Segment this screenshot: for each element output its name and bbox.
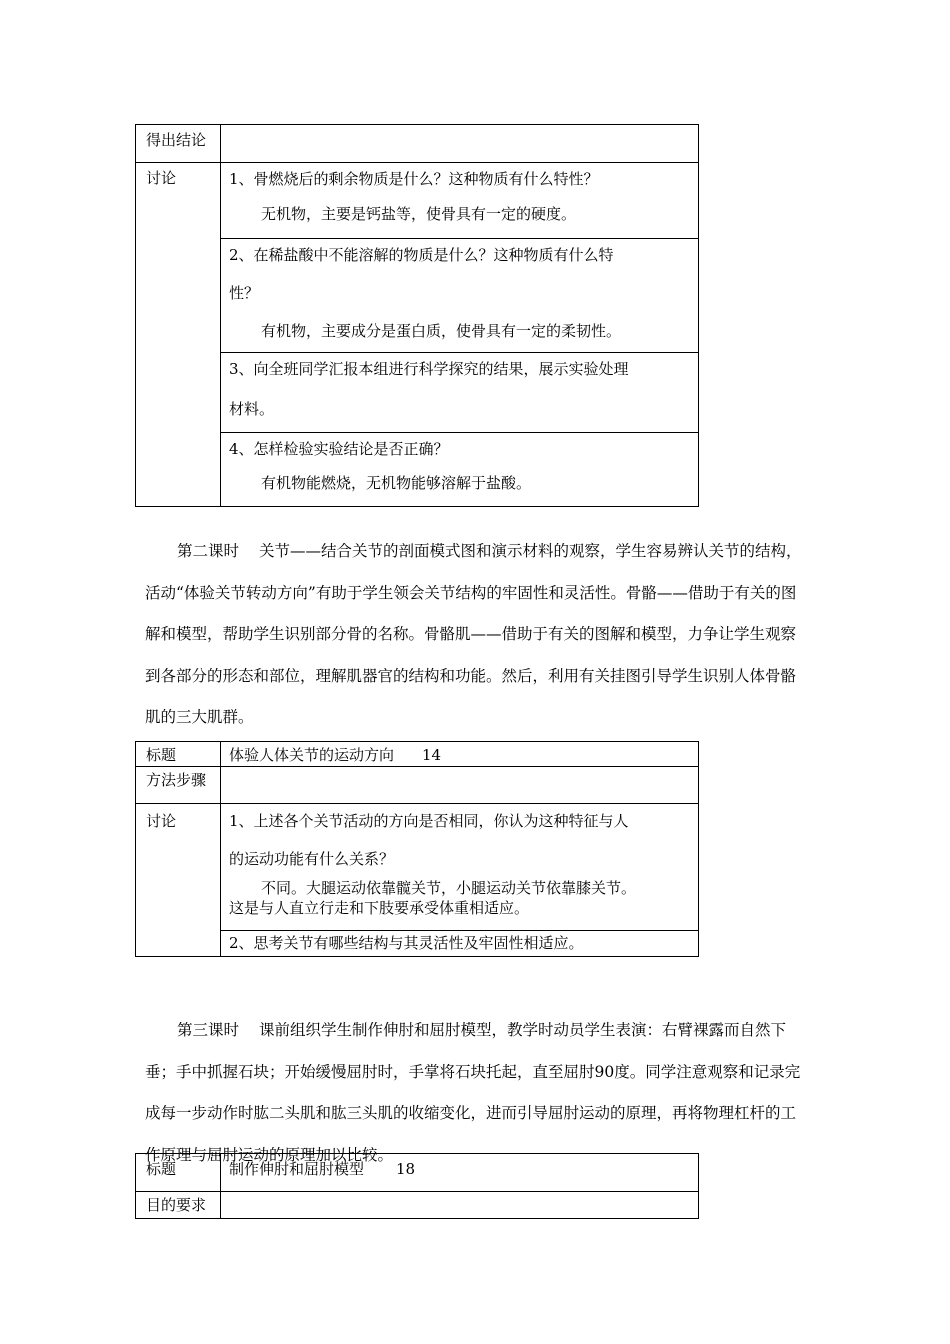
discussion-label: 讨论 — [136, 163, 221, 507]
method-label: 方法步骤 — [136, 767, 221, 804]
discussion-label: 讨论 — [136, 804, 221, 957]
discussion-question: 4、怎样检验实验结论是否正确？ — [229, 440, 449, 458]
lesson3-text: 课前组织学生制作伸肘和屈肘模型，教学时动员学生表演：右臂裸露而自然下垂；手中抓握石块；开始缓慢屈肘时，手掌将石块托起，直至屈肘90度。同学注意观察和记录完成每一步动作时肱二头肌和肱三头肌的收缩变化，进而引导屈肘运动的原理，再将物理杠杆的工作原理与屈肘运动的原理加以比较。 — [145, 1021, 801, 1164]
discussion-item — [221, 239, 699, 353]
title-label: 标题 — [136, 1154, 221, 1192]
table-joint-movement — [135, 741, 699, 957]
discussion-question: 2、在稀盐酸中不能溶解的物质是什么？这种物质有什么特 — [229, 246, 614, 264]
discussion-question: 2、思考关节有哪些结构与其灵活性及牢固性相适应。 — [229, 934, 584, 952]
lesson3-lead: 第三课时 — [177, 1021, 240, 1039]
goal-value — [221, 1192, 699, 1219]
title-label: 标题 — [136, 742, 221, 767]
title-value: 制作伸肘和屈肘模型 — [229, 1160, 365, 1178]
title-value: 体验人体关节的运动方向 — [229, 746, 395, 764]
table-elbow-model — [135, 1153, 699, 1219]
lesson2-paragraph — [145, 531, 810, 739]
method-value — [221, 767, 699, 804]
discussion-item — [221, 433, 699, 507]
table-experiment-conclusion — [135, 124, 699, 507]
discussion-question-cont: 性？ — [229, 284, 260, 302]
discussion-answer: 不同。大腿运动依靠髋关节，小腿运动关节依靠膝关节。 — [261, 879, 637, 897]
title-number: 18 — [396, 1160, 416, 1178]
discussion-item — [221, 931, 699, 957]
discussion-item — [221, 353, 699, 433]
title-cell — [221, 742, 699, 767]
discussion-question: 1、上述各个关节活动的方向是否相同，你认为这种特征与人 — [229, 812, 629, 830]
discussion-answer: 无机物，主要是钙盐等，使骨具有一定的硬度。 — [261, 205, 577, 223]
discussion-question: 3、向全班同学汇报本组进行科学探究的结果，展示实验处理 — [229, 360, 629, 378]
discussion-question: 1、骨燃烧后的剩余物质是什么？这种物质有什么特性？ — [229, 170, 599, 188]
lesson2-lead: 第二课时 — [177, 542, 240, 560]
discussion-item — [221, 804, 699, 931]
conclusion-label: 得出结论 — [136, 125, 221, 163]
discussion-question-cont: 的运动功能有什么关系？ — [229, 850, 395, 868]
discussion-question-cont: 材料。 — [229, 400, 275, 418]
discussion-answer-cont: 这是与人直立行走和下肢要承受体重相适应。 — [229, 899, 530, 917]
title-number: 14 — [422, 746, 442, 764]
title-cell — [221, 1154, 699, 1192]
lesson3-paragraph — [145, 1010, 810, 1176]
goal-label: 目的要求 — [136, 1192, 221, 1219]
discussion-answer: 有机物能燃烧，无机物能够溶解于盐酸。 — [261, 474, 532, 492]
lesson2-text: 关节——结合关节的剖面模式图和演示材料的观察，学生容易辨认关节的结构，活动“体验关节转动方向”有助于学生领会关节结构的牢固性和灵活性。骨骼——借助于有关的图解和模型，帮助学生识别部分骨的名称。骨骼肌——借助于有关的图解和模型，力争让学生观察到各部分的形态和部位，理解肌器官的结构和功能。然后，利用有关挂图引导学生识别人体骨骼肌的三大肌群。 — [145, 542, 802, 726]
conclusion-value — [221, 125, 699, 163]
discussion-answer: 有机物，主要成分是蛋白质，使骨具有一定的柔韧性。 — [261, 322, 622, 340]
discussion-item — [221, 163, 699, 239]
